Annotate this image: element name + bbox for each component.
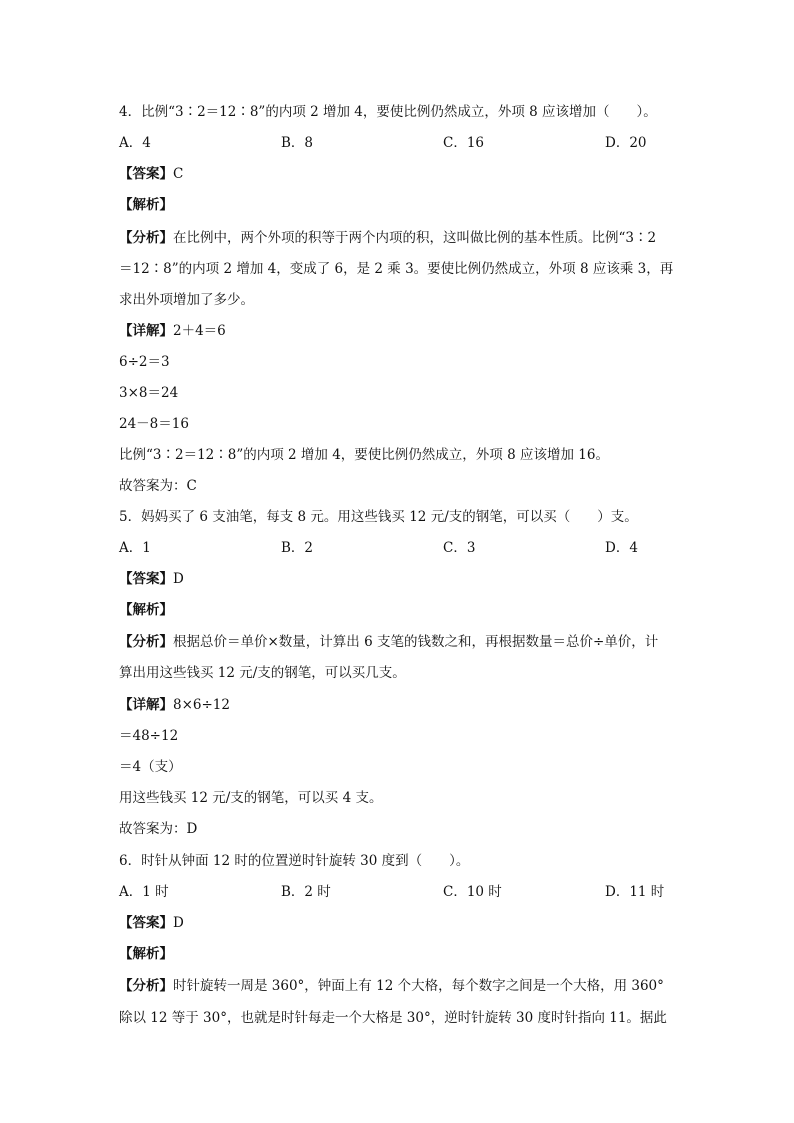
q4-fenxi-tag: 【分析】 (119, 230, 173, 246)
q4-xiangjie-tag: 【详解】 (119, 323, 173, 339)
q4-answer-line (119, 164, 679, 184)
q5-xiangjie-text-1: 8×6÷12 (173, 697, 230, 713)
q6-analysis-heading: 【解析】 (119, 946, 173, 962)
q6-question: 6．时针从钟面 12 时的位置逆时针旋转 30 度到（ ）。 (119, 853, 470, 869)
q6-fenxi-line-1 (119, 976, 679, 996)
q4-option-c: C．16 (443, 135, 485, 151)
q6-option-d: D．11 时 (605, 884, 665, 900)
q4-analysis-heading: 【解析】 (119, 197, 173, 213)
q5-option-d: D．4 (605, 540, 638, 556)
q4-answer-tag: 【答案】 (119, 166, 173, 182)
q4-xiangjie-line-3: 3×8＝24 (119, 385, 179, 401)
q4-xiangjie-line-4: 24－8＝16 (119, 416, 189, 432)
q5-options (119, 538, 679, 558)
q6-option-a: A．1 时 (119, 884, 169, 900)
q5-answer-value: D (173, 571, 184, 587)
q5-answer-line (119, 569, 679, 589)
q6-fenxi-line-2: 除以 12 等于 30°，也就是时针每走一个大格是 30°，逆时针旋转 30 度时针指向 11。据此 (119, 1010, 667, 1026)
q4-xiangjie-line-1 (119, 321, 679, 341)
q4-xiangjie-text-1: 2＋4＝6 (173, 323, 226, 339)
q5-option-a: A．1 (119, 540, 151, 556)
q4-fenxi-line-1 (119, 228, 679, 248)
q4-option-d: D．20 (605, 135, 647, 151)
q5-xiangjie-line-1 (119, 695, 679, 715)
q6-option-b: B．2 时 (281, 884, 331, 900)
q4-conclusion: 比例“3∶2＝12∶8”的内项 2 增加 4，要使比例仍然成立，外项 8 应该增加 16。 (119, 447, 609, 463)
q5-fenxi-line-1 (119, 632, 679, 652)
q6-fenxi-tag: 【分析】 (119, 978, 173, 994)
q5-conclusion: 用这些钱买 12 元/支的钢笔，可以买 4 支。 (119, 790, 383, 806)
q5-fenxi-tag: 【分析】 (119, 634, 173, 650)
q4-options (119, 133, 679, 153)
q6-answer-value: D (173, 915, 184, 931)
q5-xiangjie-tag: 【详解】 (119, 697, 173, 713)
q4-question: 4．比例“3∶2＝12∶8”的内项 2 增加 4，要使比例仍然成立，外项 8 应该增加（ ）。 (119, 104, 657, 120)
q5-question: 5．妈妈买了 6 支油笔，每支 8 元。用这些钱买 12 元/支的钢笔，可以买（ ）支。 (119, 509, 638, 525)
q5-fenxi-text-1: 根据总价＝单价×数量，计算出 6 支笔的钱数之和，再根据数量＝总价÷单价，计 (173, 634, 659, 650)
q6-options (119, 882, 679, 902)
q4-fenxi-text-1: 在比例中，两个外项的积等于两个内项的积，这叫做比例的基本性质。比例“3∶2 (173, 230, 657, 246)
q5-xiangjie-line-3: ＝4（支） (119, 759, 182, 775)
q4-final-answer: 故答案为：C (119, 478, 197, 494)
q4-answer-value: C (173, 166, 184, 182)
q5-fenxi-line-2: 算出用这些钱买 12 元/支的钢笔，可以买几支。 (119, 665, 406, 681)
q6-option-c: C．10 时 (443, 884, 502, 900)
q4-fenxi-line-2: ＝12∶8”的内项 2 增加 4，变成了 6，是 2 乘 3。要使比例仍然成立，外项 8 应该乘 3，再 (119, 261, 674, 277)
q5-answer-tag: 【答案】 (119, 571, 173, 587)
q4-xiangjie-line-2: 6÷2＝3 (119, 354, 170, 370)
q6-fenxi-text-1: 时针旋转一周是 360°，钟面上有 12 个大格，每个数字之间是一个大格，用 360° (173, 978, 664, 994)
q4-fenxi-line-3: 求出外项增加了多少。 (119, 292, 254, 308)
q5-final-answer: 故答案为：D (119, 821, 198, 837)
q4-option-a: A．4 (119, 135, 151, 151)
q5-option-c: C．3 (443, 540, 476, 556)
q6-answer-tag: 【答案】 (119, 915, 173, 931)
q5-option-b: B．2 (281, 540, 314, 556)
q6-answer-line (119, 913, 679, 933)
q5-analysis-heading: 【解析】 (119, 602, 173, 618)
q4-option-b: B．8 (281, 135, 314, 151)
q5-xiangjie-line-2: ＝48÷12 (119, 728, 179, 744)
